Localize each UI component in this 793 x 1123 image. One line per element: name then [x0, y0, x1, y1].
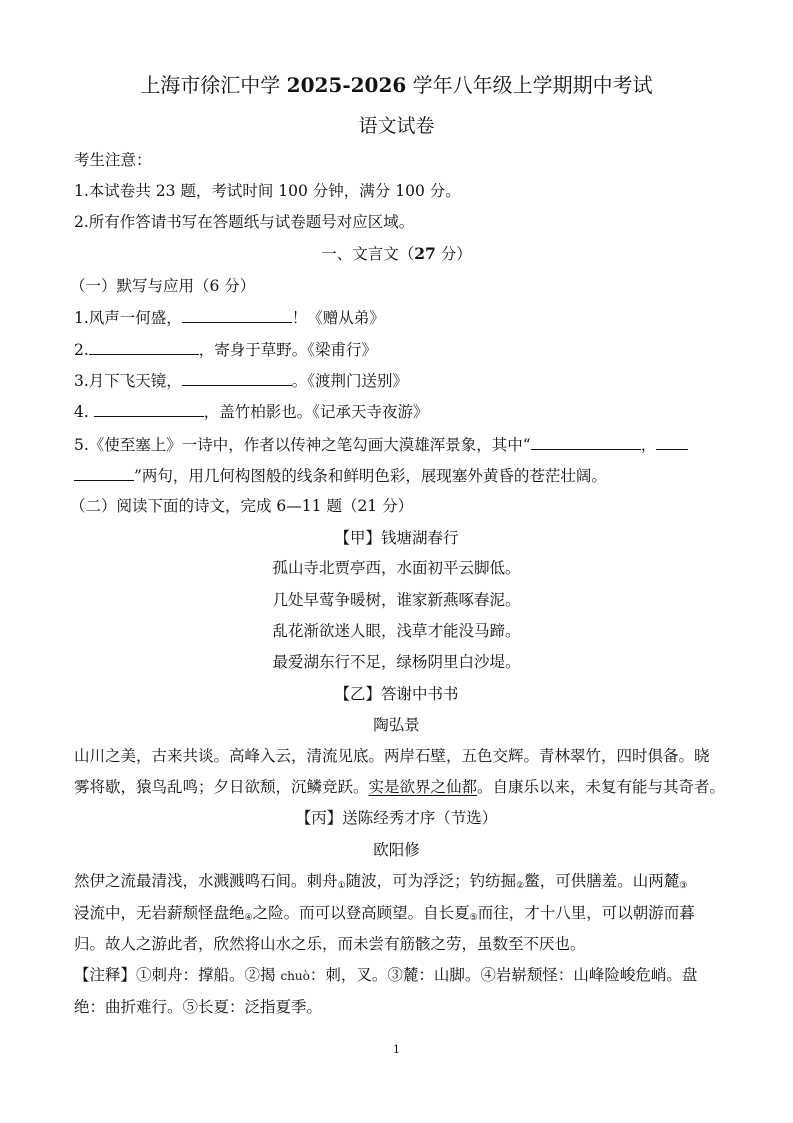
- q2-text-post: ，寄身于草野。《梁甫行》: [198, 341, 378, 359]
- part2-heading: （二）阅读下面的诗文，完成 6—11 题（21 分）: [70, 497, 414, 515]
- title-text-pre: 上海市徐汇中学: [140, 73, 287, 97]
- section-heading: [0, 244, 793, 264]
- annotation-text-b: ：刺，叉。③麓：山脚。④岩崭颓怪：山峰险峻危峭。盘: [309, 966, 698, 984]
- notice-item-1: 1.本试卷共 23 题，考试时间 100 分钟，满分 100 分。: [74, 182, 461, 200]
- q5-text-pre: 5.《使至塞上》一诗中，作者以传神之笔勾画大漠雄浑景象，其中“: [74, 436, 531, 454]
- poem-a-line-3: 乱花渐欲迷人眼，浅草才能没马蹄。: [272, 622, 521, 640]
- footnote-mark: ②: [516, 881, 525, 891]
- text-c-line-2-a: 浸流中，无岩薪颓怪盘绝: [74, 904, 245, 922]
- q5-text-post: ”两句，用几何构图般的线条和鲜明色彩，展现塞外黄昏的苍茫壮阔。: [134, 467, 607, 485]
- title-years: 2025-2026: [286, 73, 407, 97]
- answer-blank[interactable]: [74, 465, 134, 481]
- question-5-line-1: [74, 434, 688, 455]
- q1-text-pre: 1.风声一何盛，: [74, 309, 182, 327]
- page-number: 1: [393, 1043, 400, 1056]
- question-2: [74, 339, 377, 360]
- answer-blank[interactable]: [531, 434, 641, 450]
- question-5-line-2: [74, 465, 607, 486]
- text-b-title: 【乙】答谢中书书: [334, 685, 459, 703]
- footnote-mark: ③: [679, 881, 688, 891]
- q1-text-post: ！《赠从弟》: [291, 309, 385, 327]
- q4-text-post: ，盖竹柏影也。《记承天寺夜游》: [203, 403, 429, 421]
- text-b-line-2-pre: 雾将歇，猿鸟乱鸣；夕日欲颓，沉鳞竞跃。: [74, 778, 369, 796]
- footnote-mark: ⑤: [469, 913, 478, 923]
- text-c-line-2: [74, 903, 695, 926]
- answer-blank[interactable]: [656, 434, 688, 450]
- poem-a-line-2: 几处早莺争暖树，谁家新燕啄春泥。: [272, 591, 521, 609]
- part1-heading: （一）默写与应用（6 分）: [70, 277, 256, 295]
- underlined-sentence: 实是欲界之仙都: [368, 778, 478, 796]
- notice-item-2: 2.所有作答请书写在答题纸与试卷题号对应区域。: [74, 213, 415, 231]
- poem-a-title: 【甲】钱塘湖春行: [334, 529, 459, 547]
- question-3: [74, 370, 408, 391]
- text-b-author: 陶弘景: [373, 716, 420, 734]
- annotation-pinyin: chuò: [280, 969, 310, 983]
- section-heading-post: 分）: [435, 245, 472, 263]
- notice-heading: 考生注意：: [74, 151, 152, 169]
- q3-text-post: 。《渡荆门送别》: [291, 372, 409, 390]
- annotation-text-a: 【注释】①刺舟：撑船。②揭: [74, 966, 281, 984]
- question-1: [74, 307, 385, 328]
- text-b-line-2: [74, 777, 725, 797]
- q4-text-pre: 4.: [74, 403, 94, 421]
- text-b-line-2-post: 。自康乐以来，未复有能与其奇者。: [477, 778, 726, 796]
- poem-a-line-4: 最爱湖东行不足，绿杨阴里白沙堤。: [272, 653, 521, 671]
- text-c-title: 【丙】送陈经秀才序（节选）: [295, 809, 498, 827]
- text-c-line-1: [74, 871, 687, 894]
- q3-text-pre: 3.月下飞天镜，: [74, 372, 182, 390]
- section-heading-pre: 一、文言文（: [321, 245, 415, 263]
- text-b-line-1: 山川之美，古来共谈。高峰入云，清流见底。两岸石壁，五色交辉。青林翠竹，四时俱备。晓: [74, 747, 710, 765]
- answer-blank[interactable]: [182, 307, 292, 323]
- answer-blank[interactable]: [182, 370, 292, 386]
- annotation-line-1: [74, 965, 697, 986]
- section-heading-score: 27: [414, 244, 436, 263]
- q5-text-mid: ，: [640, 436, 657, 454]
- text-c-line-2-b: 之险。而可以登高顾望。自长夏: [252, 904, 470, 922]
- text-c-line-3: 归。故人之游此者，欣然将山水之乐，而未尝有筋骸之劳，虽数至不厌也。: [74, 935, 586, 953]
- title-text-post: 学年八年级上学期期中考试: [406, 73, 653, 97]
- text-c-line-1-c: 鳖，可供膳羞。山两麓: [524, 872, 680, 890]
- answer-blank[interactable]: [89, 339, 199, 355]
- footnote-mark: ①: [337, 881, 346, 891]
- page-subtitle: 语文试卷: [358, 115, 435, 137]
- answer-blank[interactable]: [94, 401, 204, 417]
- page-title: [0, 72, 793, 98]
- text-c-author: 欧阳修: [373, 841, 420, 859]
- q2-text-pre: 2.: [74, 341, 89, 359]
- question-4: [74, 401, 428, 422]
- text-c-line-2-c: 而往，才十八里，可以朝游而暮: [477, 904, 695, 922]
- text-c-line-1-b: 随波，可为浮泛；钓纺掘: [345, 872, 517, 890]
- footnote-mark: ④: [244, 913, 253, 923]
- annotation-line-2: 绝：曲折难行。⑤长夏：泛指夏季。: [74, 998, 323, 1016]
- text-c-line-1-a: 然伊之流最清浅，水溅溅鸣石间。刺舟: [74, 872, 338, 890]
- poem-a-line-1: 孤山寺北贾亭西，水面初平云脚低。: [272, 559, 521, 577]
